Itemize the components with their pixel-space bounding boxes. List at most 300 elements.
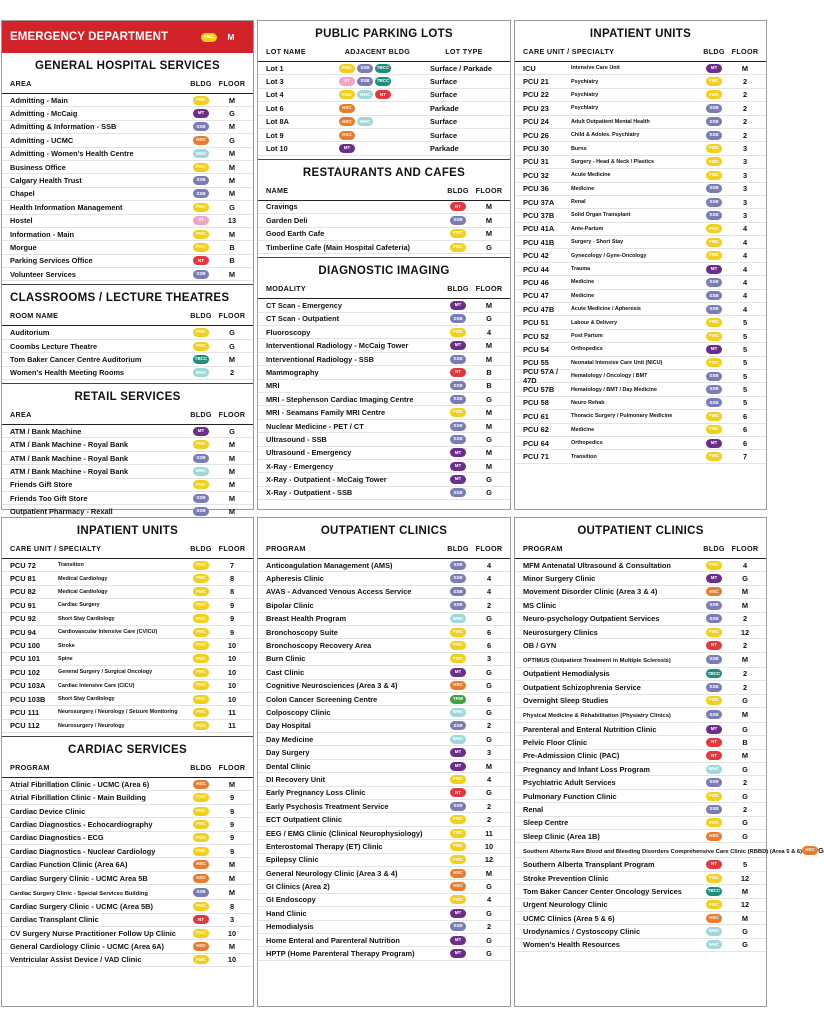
item-name: Anticoagulation Management (AMS) [266, 560, 393, 570]
list-item[interactable] [515, 668, 766, 681]
list-item[interactable] [2, 693, 253, 706]
list-item[interactable] [258, 666, 510, 679]
list-item[interactable] [258, 62, 510, 75]
list-item[interactable] [258, 433, 510, 446]
item-bldg [698, 614, 730, 623]
item-floor: 3 [742, 144, 748, 154]
list-item[interactable] [2, 845, 253, 858]
list-item[interactable] [515, 803, 766, 816]
col-area: AREA [10, 410, 32, 420]
building-badge-fmc: FMC [193, 708, 209, 717]
list-item[interactable] [258, 487, 510, 500]
list-item[interactable] [2, 174, 253, 187]
item-bldg [698, 900, 730, 909]
list-item[interactable] [258, 201, 510, 214]
list-item[interactable] [2, 572, 253, 585]
list-item[interactable] [515, 736, 766, 749]
list-item[interactable] [2, 680, 253, 693]
item-unit: PCU 81 [10, 574, 36, 584]
building-badge-hsc: HSC [339, 117, 355, 126]
list-item[interactable] [2, 778, 253, 791]
item-name: HPTP (Home Parenteral Therapy Program) [266, 949, 415, 959]
item-floor: 2 [742, 117, 748, 127]
item-bldg [698, 725, 730, 734]
list-item[interactable] [258, 680, 510, 693]
list-item[interactable] [258, 639, 510, 652]
list-item[interactable] [515, 613, 766, 626]
list-item[interactable] [2, 927, 253, 940]
list-item[interactable] [258, 706, 510, 719]
item-bldg [185, 96, 217, 105]
item-bldg [185, 807, 217, 816]
list-item[interactable] [258, 142, 510, 155]
list-item[interactable] [258, 460, 510, 473]
building-badge-ssb: SSB [450, 395, 466, 404]
item-name: Pulmonary Function Clinic [523, 791, 617, 801]
list-item[interactable] [258, 800, 510, 813]
list-item[interactable] [2, 340, 253, 353]
list-item[interactable] [2, 885, 253, 900]
list-item[interactable] [258, 420, 510, 433]
item-specialty: Acute Medicine / Apheresis [571, 306, 641, 313]
item-bldg [185, 833, 217, 842]
item-bldg [442, 909, 474, 918]
list-item[interactable] [258, 447, 510, 460]
building-badge-nt: NT [706, 738, 722, 747]
col-program: PROGRAM [266, 544, 306, 553]
list-item[interactable] [258, 116, 510, 129]
item-specialty: Medicine [571, 279, 595, 286]
list-item[interactable] [2, 599, 253, 612]
list-item[interactable] [515, 830, 766, 843]
list-item[interactable] [2, 438, 253, 451]
list-item[interactable] [2, 255, 253, 268]
item-floor: 9 [229, 806, 235, 816]
item-floor: M [741, 751, 749, 761]
list-item[interactable] [2, 94, 253, 107]
list-item[interactable] [515, 156, 766, 169]
list-item[interactable] [515, 102, 766, 115]
list-item[interactable] [2, 858, 253, 871]
building-badge-fmc: FMC [193, 929, 209, 938]
list-item[interactable] [515, 437, 766, 450]
list-item[interactable] [2, 479, 253, 492]
list-item[interactable] [2, 706, 253, 719]
list-item[interactable] [515, 817, 766, 830]
list-item[interactable] [2, 241, 253, 254]
list-item[interactable] [515, 263, 766, 276]
list-item[interactable] [515, 858, 766, 871]
building-badge-hsc: HSC [450, 869, 466, 878]
building-badge-ssb: SSB [450, 422, 466, 431]
item-floor: G [742, 791, 748, 801]
list-item[interactable] [258, 653, 510, 666]
item-specialty: Thoracic Surgery / Pulmonary Medicine [571, 413, 673, 420]
item-name: Minor Surgery Clinic [523, 574, 596, 584]
item-lot: Lot 3 [266, 77, 284, 87]
list-item[interactable] [2, 188, 253, 201]
list-item[interactable] [258, 572, 510, 585]
item-name: Morgue [10, 242, 37, 252]
list-item[interactable] [258, 921, 510, 934]
list-item[interactable] [258, 733, 510, 746]
list-item[interactable] [515, 639, 766, 652]
item-specialty: Neurosurgery / Neurology / Seizure Monitoring [58, 709, 178, 716]
item-bldg [698, 211, 730, 220]
list-item[interactable] [2, 666, 253, 679]
list-item[interactable] [258, 773, 510, 786]
item-bldg [185, 641, 217, 650]
list-item[interactable] [2, 805, 253, 818]
list-item[interactable] [2, 148, 253, 161]
list-item[interactable] [2, 425, 253, 438]
list-item[interactable] [258, 353, 510, 366]
item-bldg [442, 243, 474, 252]
list-item[interactable] [515, 89, 766, 102]
item-bldg [442, 314, 474, 323]
list-item[interactable] [515, 196, 766, 209]
list-item[interactable] [2, 268, 253, 281]
list-item[interactable] [515, 290, 766, 303]
list-item[interactable] [515, 62, 766, 75]
item-specialty: Spine [58, 655, 73, 662]
item-bldg [185, 454, 217, 463]
list-item[interactable] [515, 183, 766, 196]
building-badge-fmc: FMC [450, 243, 466, 252]
item-floor: G [486, 734, 492, 744]
item-adjacent-bldgs [331, 104, 424, 113]
list-item[interactable] [2, 940, 253, 953]
list-item[interactable] [258, 854, 510, 867]
list-item[interactable] [258, 693, 510, 706]
item-floor: 9 [229, 627, 235, 637]
list-item[interactable] [2, 201, 253, 214]
list-item[interactable] [258, 473, 510, 486]
col-floor: FLOOR [475, 544, 503, 553]
building-badge-hsc: HSC [193, 780, 209, 789]
list-item[interactable] [515, 750, 766, 763]
item-unit: PCU 111 [10, 707, 40, 717]
building-badge-ssb: SSB [706, 184, 722, 193]
item-specialty: Neonatal Intensive Care Unit (NICU) [571, 359, 663, 366]
item-floor: B [486, 367, 492, 377]
classrooms-title: CLASSROOMS / LECTURE THEATRES [10, 292, 230, 305]
list-item[interactable] [2, 872, 253, 885]
item-floor: M [485, 461, 493, 471]
list-item[interactable] [515, 885, 766, 898]
building-badge-ssb: SSB [450, 587, 466, 596]
item-floor: M [485, 868, 493, 878]
item-name: MRI [266, 381, 280, 391]
list-item[interactable] [515, 129, 766, 142]
item-floor: 5 [742, 385, 748, 395]
list-item[interactable] [515, 872, 766, 885]
item-name: DI Recovery Unit [266, 774, 326, 784]
item-floor: M [485, 341, 493, 351]
list-item[interactable] [258, 599, 510, 612]
item-name: Stroke Prevention Clinic [523, 873, 609, 883]
list-item[interactable] [515, 559, 766, 572]
list-item[interactable] [258, 934, 510, 947]
item-bldg [442, 229, 474, 238]
item-floor: 4 [486, 587, 492, 597]
list-item[interactable] [515, 681, 766, 694]
list-item[interactable] [258, 787, 510, 800]
item-bldg [185, 654, 217, 663]
col-modality: MODALITY [266, 284, 306, 294]
list-item[interactable] [2, 626, 253, 639]
list-item[interactable] [515, 343, 766, 356]
list-item[interactable] [258, 867, 510, 880]
item-name: Hostel [10, 216, 33, 226]
item-floor: M [228, 189, 236, 199]
list-item[interactable] [515, 843, 824, 858]
list-item[interactable] [515, 939, 766, 952]
list-item[interactable] [2, 818, 253, 831]
item-bldg [442, 936, 474, 945]
list-item[interactable] [258, 89, 510, 102]
list-item[interactable] [515, 410, 766, 423]
list-item[interactable] [515, 330, 766, 343]
list-item[interactable] [515, 424, 766, 437]
list-item[interactable] [2, 914, 253, 927]
list-item[interactable] [2, 586, 253, 599]
list-item[interactable] [515, 599, 766, 612]
item-specialty: Transition [571, 453, 597, 460]
list-item[interactable] [2, 791, 253, 804]
item-bldg [698, 198, 730, 207]
list-item[interactable] [515, 912, 766, 925]
item-lot: Lot 10 [266, 144, 288, 154]
list-item[interactable] [515, 723, 766, 736]
list-item[interactable] [2, 832, 253, 845]
list-item[interactable] [258, 760, 510, 773]
list-item[interactable] [258, 827, 510, 840]
building-badge-ssb: SSB [450, 601, 466, 610]
list-item[interactable] [515, 450, 766, 463]
list-item[interactable] [258, 626, 510, 639]
item-specialty: Renal [571, 199, 586, 206]
list-item[interactable] [515, 169, 766, 182]
inpatient1-list [515, 62, 766, 464]
item-floor: 3 [486, 654, 492, 664]
item-floor: G [486, 475, 492, 485]
building-badge-fmc: FMC [706, 224, 722, 233]
item-bldg [442, 708, 474, 717]
item-bldg [698, 157, 730, 166]
list-item[interactable] [515, 708, 766, 723]
list-item[interactable] [515, 790, 766, 803]
list-item[interactable] [258, 840, 510, 853]
item-name: Tom Baker Cancer Center Oncology Services [523, 886, 682, 896]
item-adjacent-bldgs [331, 144, 424, 153]
item-bldg [442, 695, 474, 704]
list-item[interactable] [258, 102, 510, 115]
item-bldg [698, 117, 730, 126]
list-item[interactable] [2, 559, 253, 572]
item-adjacent-bldgs [331, 77, 424, 86]
item-bldg [442, 422, 474, 431]
list-item[interactable] [515, 236, 766, 249]
list-item[interactable] [258, 894, 510, 907]
item-unit: PCU 102 [10, 667, 40, 677]
list-item[interactable] [2, 465, 253, 478]
list-item[interactable] [515, 763, 766, 776]
item-floor: 8 [229, 901, 235, 911]
item-bldg [442, 815, 474, 824]
list-item[interactable] [2, 613, 253, 626]
list-item[interactable] [515, 925, 766, 938]
list-item[interactable] [515, 653, 766, 668]
item-floor: G [742, 724, 748, 734]
emergency-banner[interactable] [2, 21, 253, 53]
building-badge-ssb: SSB [193, 122, 209, 131]
building-badge-fmc: FMC [193, 807, 209, 816]
item-bldg [442, 408, 474, 417]
item-floor: 11 [485, 828, 493, 838]
list-item[interactable] [2, 639, 253, 652]
item-floor: G [486, 434, 492, 444]
item-bldg [185, 328, 217, 337]
list-item[interactable] [258, 75, 510, 88]
item-floor: G [229, 341, 235, 351]
item-name: Neuro-psychology Outpatient Services [523, 614, 660, 624]
item-name: Breast Health Program [266, 614, 347, 624]
item-floor: G [742, 574, 748, 584]
list-item[interactable] [258, 214, 510, 227]
building-badge-hsc: HSC [339, 131, 355, 140]
building-badge-fmc: FMC [450, 628, 466, 637]
list-item[interactable] [2, 228, 253, 241]
list-item[interactable] [2, 107, 253, 120]
building-badge-fmc: FMC [450, 775, 466, 784]
list-item[interactable] [258, 720, 510, 733]
list-item[interactable] [258, 586, 510, 599]
item-floor: G [486, 707, 492, 717]
item-bldg [698, 265, 730, 274]
list-item[interactable] [515, 75, 766, 88]
item-floor: G [486, 882, 492, 892]
list-item[interactable] [258, 313, 510, 326]
list-item[interactable] [515, 303, 766, 316]
list-item[interactable] [258, 813, 510, 826]
list-item[interactable] [258, 228, 510, 241]
list-item[interactable] [258, 339, 510, 352]
item-floor: 5 [742, 860, 748, 870]
building-badge-fmc: FMC [193, 230, 209, 239]
item-floor: 2 [486, 922, 492, 932]
list-item[interactable] [515, 586, 766, 599]
list-item[interactable] [515, 397, 766, 410]
list-item[interactable] [515, 249, 766, 262]
item-unit: PCU 62 [523, 425, 549, 435]
list-item[interactable] [515, 276, 766, 289]
list-item[interactable] [2, 353, 253, 366]
item-specialty: General Surgery / Surgical Oncology [58, 669, 153, 676]
item-bldg [698, 805, 730, 814]
list-item[interactable] [515, 209, 766, 222]
list-item[interactable] [2, 452, 253, 465]
list-item[interactable] [258, 559, 510, 572]
item-floor: G [229, 135, 235, 145]
list-item[interactable] [515, 776, 766, 789]
list-item[interactable] [258, 380, 510, 393]
item-floor: M [228, 149, 236, 159]
building-badge-tbcc: TBCC [375, 77, 391, 86]
item-floor: 10 [227, 667, 237, 677]
building-badge-ssb: SSB [450, 381, 466, 390]
building-badge-ssb: SSB [706, 683, 722, 692]
list-item[interactable] [515, 383, 766, 396]
list-item[interactable] [515, 116, 766, 129]
list-item[interactable] [515, 367, 766, 386]
list-item[interactable] [258, 393, 510, 406]
col-bldg: BLDG [447, 544, 469, 553]
emergency-title: EMERGENCY DEPARTMENT [10, 31, 169, 43]
list-item[interactable] [258, 299, 510, 312]
emergency-bldg-badge: FMC [201, 33, 217, 42]
list-item[interactable] [515, 899, 766, 912]
building-badge-ssb: SSB [706, 117, 722, 126]
list-item[interactable] [515, 695, 766, 708]
list-item[interactable] [515, 223, 766, 236]
list-item[interactable] [2, 326, 253, 339]
general-list [2, 94, 253, 281]
list-item[interactable] [2, 720, 253, 733]
col-room: ROOM NAME [10, 311, 59, 321]
item-floor: 3 [742, 157, 748, 167]
list-item[interactable] [258, 326, 510, 339]
list-item[interactable] [258, 366, 510, 379]
list-item[interactable] [2, 900, 253, 913]
item-name: Sleep Centre [523, 818, 569, 828]
item-bldg [698, 792, 730, 801]
building-badge-fmc: FMC [193, 163, 209, 172]
item-name: X-Ray - Emergency [266, 461, 334, 471]
list-item[interactable] [515, 572, 766, 585]
col-name: NAME [266, 185, 289, 195]
list-item[interactable] [2, 134, 253, 147]
list-item[interactable] [515, 626, 766, 639]
list-item[interactable] [2, 492, 253, 505]
item-unit: PCU 61 [523, 411, 549, 421]
building-badge-whc: WHC [193, 368, 209, 377]
building-badge-fmc: FMC [193, 342, 209, 351]
list-item[interactable] [2, 161, 253, 174]
list-item[interactable] [258, 880, 510, 893]
list-item[interactable] [258, 406, 510, 419]
list-item[interactable] [2, 954, 253, 967]
list-item[interactable] [258, 241, 510, 254]
col-floor: FLOOR [218, 311, 246, 321]
item-floor: M [228, 229, 236, 239]
list-item[interactable] [2, 215, 253, 228]
list-item[interactable] [2, 121, 253, 134]
list-item[interactable] [515, 316, 766, 329]
list-item[interactable] [258, 129, 510, 142]
building-badge-fmc: FMC [193, 721, 209, 730]
list-item[interactable] [258, 907, 510, 920]
list-item[interactable] [258, 613, 510, 626]
list-item[interactable] [2, 653, 253, 666]
item-name: CT Scan - Emergency [266, 300, 342, 310]
list-item[interactable] [258, 947, 510, 960]
col-area: AREA [10, 79, 32, 88]
list-item[interactable] [258, 746, 510, 759]
item-floor: 3 [229, 915, 235, 925]
list-item[interactable] [515, 142, 766, 155]
list-item[interactable] [2, 367, 253, 380]
